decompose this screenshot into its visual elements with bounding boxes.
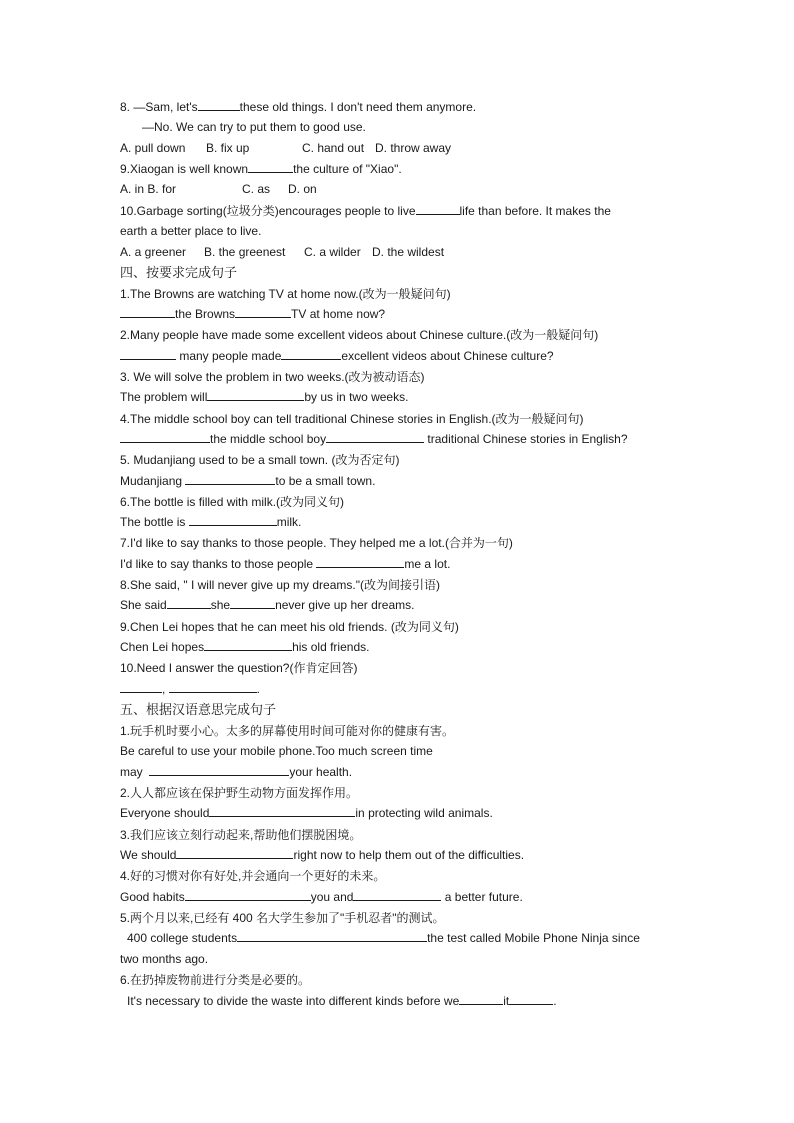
s4-q1-answer	[120, 304, 385, 324]
q10-stem-b: life than before. It makes the	[459, 204, 611, 218]
blank[interactable]	[169, 680, 257, 693]
s4-q3-a1: by us in two weeks.	[304, 390, 409, 404]
blank[interactable]	[120, 347, 176, 360]
blank[interactable]	[198, 98, 240, 111]
blank[interactable]	[176, 846, 293, 859]
s5-q5-a1: the test called Mobile Phone Ninja since	[427, 931, 640, 945]
s5-q2-a0: Everyone should	[120, 806, 210, 820]
s4-q8-a2: never give up her dreams.	[275, 598, 415, 612]
blank[interactable]	[120, 305, 175, 318]
s5-q1-cn: 1.玩手机时要小心。太多的屏幕使用时间可能对你的健康有害。	[120, 724, 455, 738]
s5-q6-cn: 6.在扔掉废物前进行分类是必要的。	[120, 973, 311, 987]
s4-q7: 7.I'd like to say thanks to those people. They helped me a lot.(合并为一句)	[120, 536, 513, 550]
s4-q9-a1: his old friends.	[292, 640, 370, 654]
s4-q2: 2.Many people have made some excellent videos about Chinese culture.(改为一般疑问句)	[120, 328, 599, 342]
q8-stem	[120, 97, 476, 117]
s5-q6-a1: it	[503, 994, 510, 1008]
blank[interactable]	[353, 888, 441, 901]
s4-q8-answer	[120, 595, 414, 615]
s4-q2-a2: excellent videos about Chinese culture?	[341, 349, 554, 363]
blank[interactable]	[185, 472, 275, 485]
blank[interactable]	[316, 555, 404, 568]
s4-q10: 10.Need I answer the question?(作肯定回答)	[120, 661, 358, 675]
s4-q1-a1: the Browns	[175, 307, 236, 321]
q9-option-d: D. on	[288, 182, 317, 196]
s4-q10-sep: ,	[162, 682, 169, 696]
s4-q6-answer	[120, 512, 301, 532]
s5-q2-cn: 2.人人都应该在保护野生动物方面发挥作用。	[120, 786, 359, 800]
s5-q6-a0: It's necessary to divide the waste into different kinds before we	[127, 994, 460, 1008]
blank[interactable]	[235, 305, 291, 318]
q8-stem-b: these old things. I don't need them anymore.	[239, 100, 477, 114]
blank[interactable]	[167, 596, 211, 609]
s4-q2-a1: many people made	[176, 349, 282, 363]
blank[interactable]	[120, 430, 210, 443]
s5-q5-a0: 400 college students	[127, 931, 238, 945]
q9-stem-b: the culture of "Xiao".	[293, 162, 402, 176]
q9-stem	[120, 159, 402, 179]
s5-q4-a1: you and	[310, 890, 354, 904]
q8-option-d: D. throw away	[375, 141, 452, 155]
s5-q4-cn: 4.好的习惯对你有好处,并会通向一个更好的未来。	[120, 869, 386, 883]
s5-q3-a1: right now to help them out of the difficulties.	[293, 848, 525, 862]
q8-reply: —No. We can try to put them to good use.	[142, 120, 366, 134]
section4-heading: 四、按要求完成句子	[120, 265, 238, 280]
s5-q1-en: Be careful to use your mobile phone.Too much screen time	[120, 744, 433, 758]
s4-q10-answer	[120, 679, 260, 699]
q8-option-a: A. pull down	[120, 141, 186, 155]
q10-option-d: D. the wildest	[372, 245, 445, 259]
s4-q4-a1: the middle school boy	[210, 432, 327, 446]
q10-stem-a: 10.Garbage sorting(垃圾分类)encourages people to live	[120, 204, 416, 218]
s4-q10-end: .	[256, 682, 261, 696]
s4-q6-a0: The bottle is	[120, 515, 189, 529]
s5-q5-cn: 5.两个月以来,已经有 400 名大学生参加了"手机忍者"的测试。	[120, 911, 445, 925]
q9-option-ab: A. in B. for	[120, 182, 177, 196]
blank[interactable]	[204, 638, 292, 651]
s5-q3-answer	[120, 845, 524, 865]
q10-stem-c: earth a better place to live.	[120, 224, 262, 238]
blank[interactable]	[120, 680, 162, 693]
s4-q5: 5. Mudanjiang used to be a small town. (改为否定句)	[120, 453, 400, 467]
s4-q4-answer	[120, 429, 628, 449]
s5-q1-answer	[120, 762, 352, 782]
s5-q2-a1: in protecting wild animals.	[355, 806, 493, 820]
section5-heading: 五、根据汉语意思完成句子	[120, 702, 277, 717]
q10-option-b: B. the greenest	[204, 245, 286, 259]
q8-option-b: B. fix up	[206, 141, 250, 155]
s4-q3-answer	[120, 387, 408, 407]
blank[interactable]	[209, 804, 355, 817]
s4-q7-a0: I'd like to say thanks to those people	[120, 557, 317, 571]
s4-q8-a1: she	[210, 598, 231, 612]
s4-q6: 6.The bottle is filled with milk.(改为同义句)	[120, 495, 345, 509]
blank[interactable]	[248, 160, 293, 173]
blank[interactable]	[416, 202, 460, 215]
s4-q7-a1: me a lot.	[404, 557, 451, 571]
q10-option-a: A. a greener	[120, 245, 187, 259]
s4-q5-answer	[120, 471, 375, 491]
s5-q2-answer	[120, 803, 493, 823]
s4-q3-a0: The problem will	[120, 390, 208, 404]
s4-q1-a2: TV at home now?	[291, 307, 386, 321]
s5-q6-answer	[127, 991, 557, 1011]
s4-q9-answer	[120, 637, 369, 657]
s5-q4-a2: a better future.	[441, 890, 523, 904]
s4-q5-a1: to be a small town.	[275, 474, 376, 488]
blank[interactable]	[185, 888, 311, 901]
s4-q9-a0: Chen Lei hopes	[120, 640, 205, 654]
blank[interactable]	[326, 430, 424, 443]
blank[interactable]	[189, 513, 277, 526]
s4-q9: 9.Chen Lei hopes that he can meet his old friends. (改为同义句)	[120, 620, 459, 634]
q10-stem	[120, 201, 611, 221]
q8-stem-a: 8. —Sam, let's	[120, 100, 198, 114]
s4-q1: 1.The Browns are watching TV at home now.(改为一般疑问句)	[120, 287, 451, 301]
s5-q5-a2: two months ago.	[120, 952, 209, 966]
blank[interactable]	[230, 596, 275, 609]
s4-q7-answer	[120, 554, 450, 574]
blank[interactable]	[509, 992, 553, 1005]
s5-q3-a0: We should	[120, 848, 177, 862]
q10-option-c: C. a wilder	[304, 245, 361, 259]
s5-q1-a0: may	[120, 765, 150, 779]
s5-q3-cn: 3.我们应该立刻行动起来,帮助他们摆脱困境。	[120, 828, 362, 842]
s5-q5-answer	[127, 928, 640, 948]
s4-q3: 3. We will solve the problem in two weeks.(改为被动语态)	[120, 370, 425, 384]
q9-option-c: C. as	[242, 182, 271, 196]
q8-option-c: C. hand out	[302, 141, 365, 155]
s4-q8: 8.She said, " I will never give up my dreams."(改为间接引语)	[120, 578, 440, 592]
s4-q4: 4.The middle school boy can tell traditional Chinese stories in English.(改为一般疑问句)	[120, 412, 584, 426]
s5-q6-a2: .	[553, 994, 557, 1008]
s5-q1-a1: your health.	[289, 765, 353, 779]
s5-q4-answer	[120, 887, 523, 907]
s4-q8-a0: She said	[120, 598, 167, 612]
s4-q6-a1: milk.	[276, 515, 302, 529]
blank[interactable]	[459, 992, 503, 1005]
s5-q4-a0: Good habits	[120, 890, 185, 904]
blank[interactable]	[281, 347, 341, 360]
q9-stem-a: 9.Xiaogan is well known	[120, 162, 249, 176]
s4-q5-a0: Mudanjiang	[120, 474, 186, 488]
blank[interactable]	[207, 388, 304, 401]
blank[interactable]	[237, 929, 427, 942]
s4-q4-a2: traditional Chinese stories in English?	[424, 432, 628, 446]
blank[interactable]	[149, 763, 289, 776]
s4-q2-answer	[120, 346, 554, 366]
